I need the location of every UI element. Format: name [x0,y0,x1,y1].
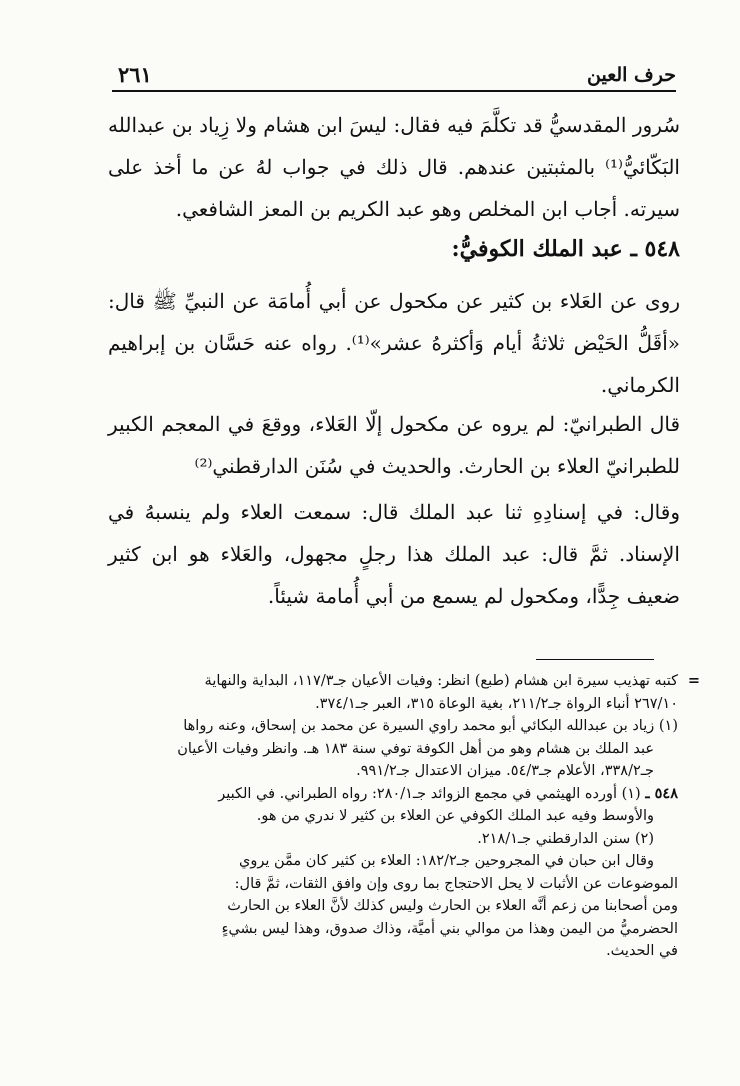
footnote-line: كتبه تهذيب سيرة ابن هشام (طبع) انظر: وفيات الأعيان جـ١١٧/٣، البداية والنهاية [204,673,678,689]
footnote-line: الموضوعات عن الأثبات لا يحل الاحتجاج بما روى وإن وافق الثقات، ثمَّ قال: [234,875,678,892]
continuation-marker: = [687,672,700,689]
footnote-line: ومن أصحابنا من زعم أنَّه العلاء بن الحارث وليس كذلك لأنَّ العلاء بن الحارث [227,898,678,914]
footnote-line: عبد الملك بن هشام وهو من أهل الكوفة توفي سنة ١٨٣ هـ. وانظر وفيات الأعيان [177,740,654,757]
footnote-line: الحضرميُّ من اليمن وهذا من موالي بني أميَّة، وذاك صدوق، وهذا ليس بشيءٍ [221,920,678,937]
body-paragraph-4: وقال: في إسنادِهِ ثنا عبد الملك قال: سمعت العلاء ولم ينسبهُ في الإسناد. ثمَّ قال: عبد الملك هذا رجلٍ مجهول، والعَلاء هو ابن كثير ضعيف جِدًّا، ومكحول لم يسمع من أبي أُمامة شيئاً. [108,500,680,608]
running-title: حرف العين [587,64,676,86]
body-paragraph-2: روى عن العَلاء بن كثير عن مكحول عن أبي أُمامَة عن النبيِّ ﷺ قال: «أقَلُّ الحَيْض ثلاثةُ أيام وَأكثرهُ عشر»⁽¹⁾. رواه عنه حَسَّان بن إبراهيم الكرماني. [108,289,680,397]
running-head [112,56,676,92]
body-paragraph-1: سُرور المقدسيُّ قد تكلَّمَ فيه فقال: ليسَ ابن هشام ولا زِياد بن عبدالله البَكّائيُّ⁽¹⁾ بالمثبتين عندهم. قال ذلك في جواب لهُ عن ما أخذ على سيرته. أجاب ابن المخلص وهو عبد الكريم بن المعز الشافعي. [108,113,680,221]
entry-heading: ٥٤٨ ـ عبد الملك الكوفيُّ: [451,236,680,262]
footnotes [78,670,700,963]
entry-number-marker: ٥٤٨ ـ [645,784,678,802]
footnote-line [78,783,678,806]
footnote-line-text: (١) أورده الهيثمي في مجمع الزوائد جـ٢٨٠/١: رواه الطبراني. في الكبير [218,785,641,802]
footnote-line: وقال ابن حبان في المجروحين جـ١٨٢/٢: العلاء بن كثير كان ممَّن يروي [238,853,654,869]
body-paragraph-3: قال الطبرانيّ: لم يروه عن مكحول إلّا العَلاء، ووقعَ في المعجم الكبير للطبرانيّ العلاء بن الحارث. والحديث في سُنَن الدارقطني⁽²⁾ [108,412,680,478]
footnote-line: والأوسط وفيه عبد الملك الكوفي عن العلاء بن كثير لا ندري من هو. [256,808,654,824]
footnote-separator [536,659,654,660]
footnote-line: ٢٦٧/١٠ أنباء الرواة جـ٢١١/٢، بغية الوعاة ٣١٥، العبر جـ٣٧٤/١. [315,695,678,712]
page-number: ٢٦١ [118,62,152,87]
footnote-continued [78,670,700,715]
footnote-entry-548 [78,783,678,963]
footnote-line: جـ٣٣٨/٢، الأعلام جـ٥٤/٣. ميزان الاعتدال جـ٩٩١/٢. [356,763,654,779]
footnote-line: في الحديث. [606,943,678,959]
footnote-1 [78,715,678,783]
footnote-line: (١) زياد بن عبدالله البكائي أبو محمد راوي السيرة عن محمد بن إسحاق، وعنه رواها [183,718,678,734]
footnote-line: (٢) سنن الدارقطني جـ٢١٨/١. [477,830,654,847]
